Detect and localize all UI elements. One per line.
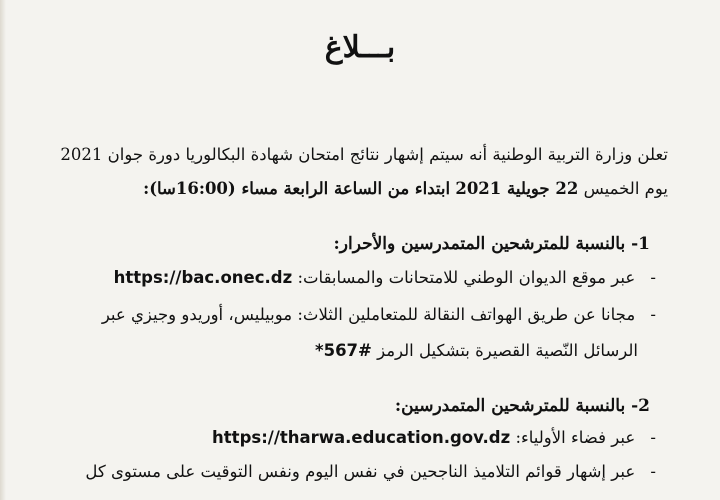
section-1-bullet-2 (102, 303, 656, 327)
section-2-heading: 2- بالنسبة للمترشحين المتمدرسين: (394, 396, 650, 416)
section-2-bullet-1 (212, 426, 656, 450)
section-1-bullet-2-continued (315, 339, 638, 363)
bullet-1-text: عبر فضاء الأولياء: (515, 428, 636, 447)
bullet-2-continued-text: الرسائل النّصية القصيرة بتشكيل الرمز (377, 341, 638, 360)
section-1-heading: 1- بالنسبة للمترشحين المتمدرسين والأحرار: (333, 234, 650, 254)
onec-url-link[interactable]: https://bac.onec.dz (113, 268, 293, 287)
section-1-bullet-1 (114, 266, 656, 290)
bullet-dash: - (650, 305, 656, 324)
intro-day: يوم الخميس (583, 179, 668, 198)
intro-line-1: تعلن وزارة التربية الوطنية أنه سيتم إشهار نتائج امتحان شهادة البكالوريا دورة جوان 2021 (60, 145, 668, 164)
section-2-bullet-2 (85, 460, 656, 484)
paper-edge (0, 0, 6, 500)
bullet-dash: - (650, 268, 656, 287)
bullet-dash: - (650, 462, 656, 481)
tharwa-url-link[interactable]: https://tharwa.education.gov.dz (212, 428, 511, 447)
bullet-1-text: عبر موقع الديوان الوطني للامتحانات والمسابقات: (297, 268, 636, 287)
intro-time: ابتداء من الساعة الرابعة مساء (16:00سا): (143, 179, 451, 198)
announcement-title: بـــلاغ (324, 30, 396, 65)
intro-line-2 (143, 177, 668, 201)
bullet-2-text: عبر إشهار قوائم التلاميذ الناجحين في نفس اليوم ونفس التوقيت على مستوى كل (85, 462, 636, 481)
intro-date: 22 جويلية 2021 (455, 179, 579, 198)
sms-code: *567# (314, 341, 372, 360)
bullet-2-text: مجانا عن طريق الهواتف النقالة للمتعاملين الثلاث: موبيليس، أوريدو وجيزي عبر (101, 305, 636, 324)
bullet-dash: - (650, 428, 656, 447)
